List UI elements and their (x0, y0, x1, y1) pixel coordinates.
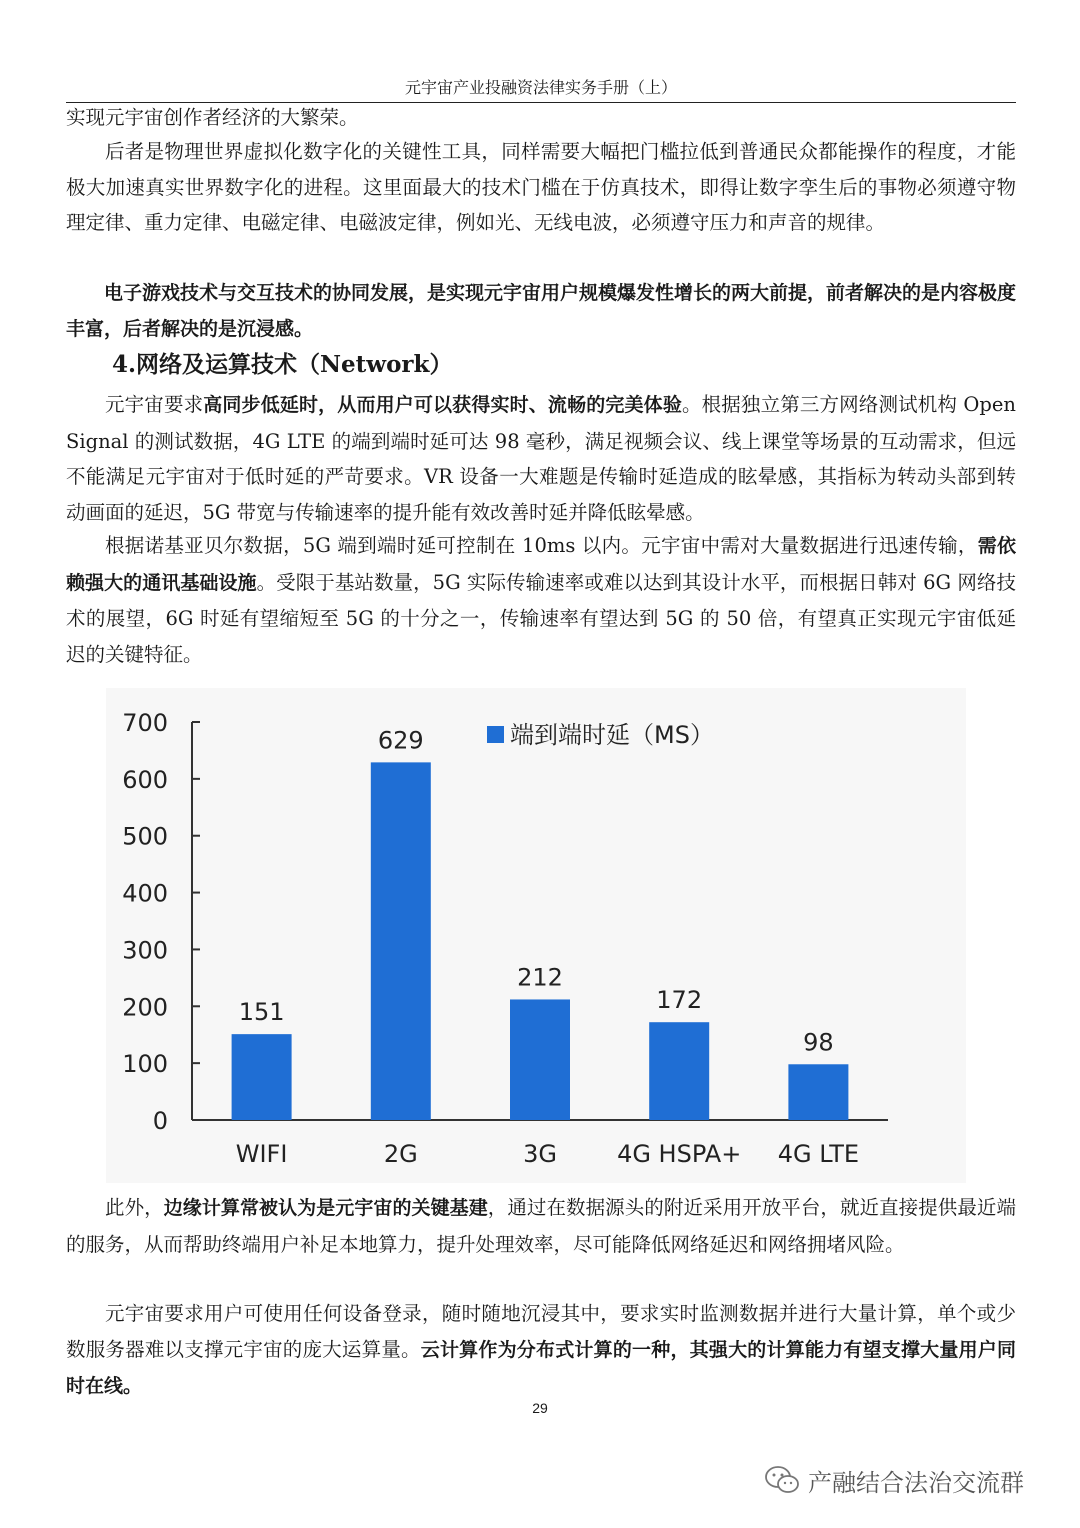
header-title: 元宇宙产业投融资法律实务手册（上） (404, 78, 677, 97)
bar-value-label: 151 (238, 998, 285, 1027)
x-tick-label: 4G LTE (777, 1140, 860, 1168)
bar-value-label: 629 (377, 726, 424, 755)
paragraph-3 (66, 387, 1016, 530)
bar-value-label: 98 (803, 1028, 834, 1057)
y-tick-label: 200 (122, 993, 168, 1022)
x-tick-label: 4G HSPA+ (617, 1140, 742, 1168)
wechat-icon (764, 1465, 800, 1495)
legend-label: 端到端时延（MS） (510, 721, 714, 749)
paragraph-5-emphasis: 边缘计算常被认为是元宇宙的关键基建 (163, 1197, 488, 1219)
bar-value-label: 172 (656, 986, 703, 1015)
paragraph-0: 实现元宇宙创作者经济的大繁荣。 (66, 106, 359, 129)
latency-bar-chart (106, 688, 966, 1183)
bar-2g (371, 762, 431, 1120)
legend (487, 721, 714, 749)
chart-svg (106, 688, 966, 1183)
paragraph-2-bold: 电子游戏技术与交互技术的协同发展，是实现元宇宙用户规模爆发性增长的两大前提，前者解决的是内容极度丰富，后者解决的是沉浸感。 (66, 282, 1017, 340)
bar-4g-lte (788, 1064, 848, 1120)
paragraph-3-text-a: 元宇宙要求 (105, 393, 204, 416)
paragraph-6 (66, 1296, 1016, 1405)
legend-swatch (487, 726, 504, 743)
y-tick-label: 100 (122, 1050, 168, 1079)
paragraph-6-emphasis: 云计算作为分布式计算的一种，其强大的计算能力有望支撑大量用户同时在线。 (66, 1338, 1016, 1397)
paragraph-4 (66, 528, 1016, 672)
watermark-text: 产融结合法治交流群 (808, 1468, 1024, 1497)
paragraph-6-text-a: 元宇宙要求用户可使用任何设备登录，随时随地沉浸其中，要求实时监测数据并进行大量计算，单个或少数服务器难以支撑元宇宙的庞大运算量。 (66, 1302, 1016, 1361)
bar-3g (510, 999, 570, 1120)
x-tick-label: 3G (523, 1140, 557, 1168)
paragraph-1: 后者是物理世界虚拟化数字化的关键性工具，同样需要大幅把门槛拉低到普通民众都能操作的程度，才能极大加速真实世界数字化的进程。这里面最大的技术门槛在于仿真技术，即得让数字孪生后的事物必须遵守物理定律、重力定律、电磁定律、电磁波定律，例如光、无线电波，必须遵守压力和声音的规律。 (66, 140, 1016, 234)
paragraph-5 (66, 1190, 1016, 1262)
y-tick-label: 600 (122, 765, 168, 794)
running-header (66, 76, 1016, 103)
y-tick-label: 400 (122, 879, 168, 908)
paragraph-5-text-a: 此外， (105, 1196, 164, 1219)
y-tick-label: 700 (122, 709, 168, 737)
paragraph-3-emphasis: 高同步低延时，从而用户可以获得实时、流畅的完美体验 (203, 394, 682, 416)
y-tick-label: 0 (152, 1107, 168, 1135)
bar-4g-hspa- (649, 1022, 709, 1120)
x-tick-label: WIFI (235, 1140, 288, 1168)
page-number: 29 (532, 1400, 548, 1416)
section-title: 4.网络及运算技术（Network） (112, 351, 453, 378)
paragraph-5-text-c: ，通过在数据源头的附近采用开放平台，就近直接提供最近端的服务，从而帮助终端用户补足本地算力，提升处理效率，尽可能降低网络延迟和网络拥堵风险。 (66, 1196, 1016, 1256)
bar-wifi (232, 1034, 292, 1120)
paragraph-4-text-c: 。受限于基站数量，5G 实际传输速率或难以达到其设计水平，而根据日韩对 6G 网络技术的展望，6G 时延有望缩短至 5G 的十分之一，传输速率有望达到 5G 的 50 倍，有望真正实现元宇宙低延迟的关键特征。 (66, 570, 1016, 666)
x-tick-label: 2G (383, 1140, 418, 1168)
watermark (764, 1462, 1024, 1498)
paragraph-4-emphasis: 需依赖强大的通讯基础设施 (66, 535, 1016, 594)
bar-value-label: 212 (517, 963, 563, 992)
y-tick-label: 300 (122, 936, 168, 965)
paragraph-3-text-c: 。根据独立第三方网络测试机构 Open Signal 的测试数据，4G LTE 的端到端时延可达 98 毫秒，满足视频会议、线上课堂等场景的互动需求，但远不能满足元宇宙对于低时延的严苛要求。VR 设备一大难题是传输时延造成的眩晕感，其指标为转动头部到转动画面的延迟，5G 带宽与传输速率的提升能有效改善时延并降低眩晕感。 (66, 393, 1016, 524)
paragraph-4-text-a: 根据诺基亚贝尔数据，5G 端到端时延可控制在 10ms 以内。元宇宙中需对大量数据进行迅速传输， (105, 534, 978, 557)
y-tick-label: 500 (122, 822, 168, 851)
